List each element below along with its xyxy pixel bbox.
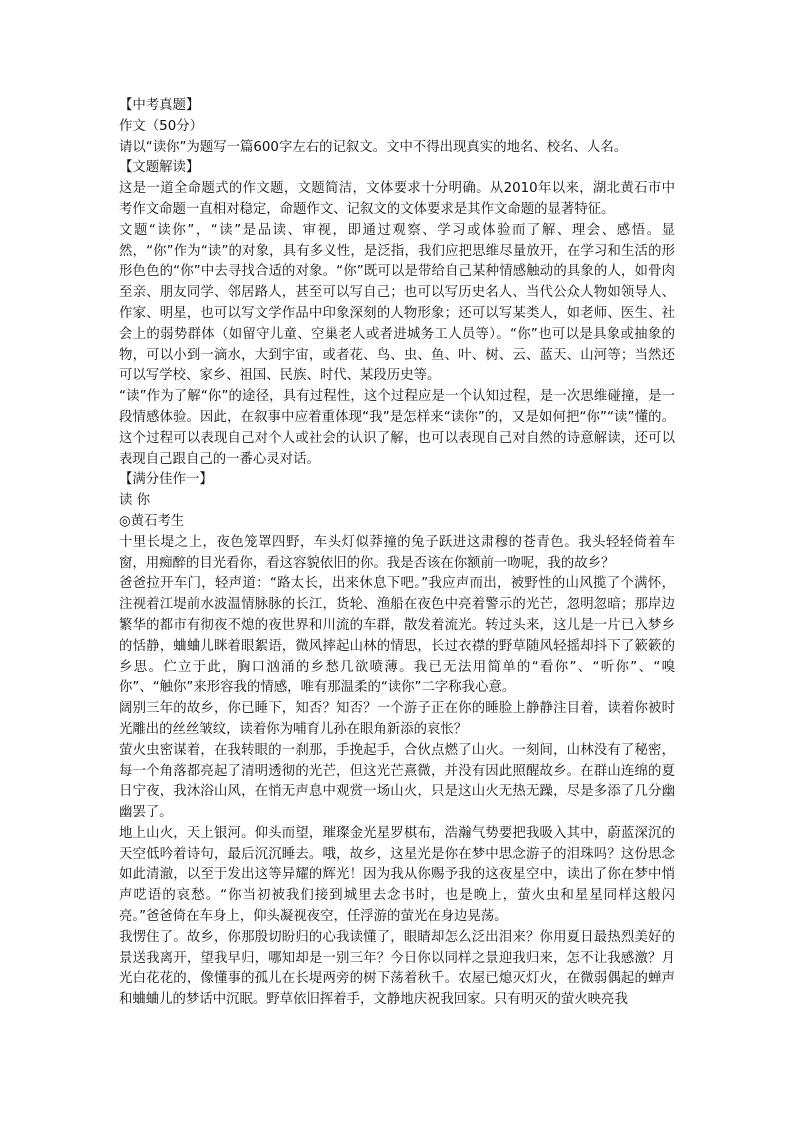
section-heading-analysis: 【文题解读】	[119, 160, 200, 176]
essay-paragraph-5: 地上山火，天上银河。仰头而望，璀璨金光星罗棋布，浩瀚气势要把我吸入其中，蔚蓝深沉的天空低吟着诗句，最后沉沉睡去。哦，故乡，这星光是你在梦中思念游子的泪珠吗？这份思念如此清澈，以至于发出这等异耀的辉光！因为我从你赐予我的这夜星空中，读出了你在梦中悄声呓语的哀愁。“你当初被我们接到城里去念书时，也是晚上，萤火虫和星星同样这般闪亮。”爸爸倚在车身上，仰头凝视夜空，任浮游的萤光在身边晃荡。	[119, 825, 675, 925]
essay-paragraph-6: 我愣住了。故乡，你那殷切盼归的心我读懂了，眼睛却怎么泛出泪来？你用夏日最热烈美好的景送我离开，望我早归，哪知却是一别三年？今日你以同样之景迎我归来，怎不让我感激？月光白花花的，像懂事的孤儿在长堤两旁的树下荡着秋千。农屋已熄灭灯火，在微弱偶起的蝉声和蛐蛐儿的梦话中沉眠。野草依旧挥着手，文静地庆祝我回家。只有明灭的萤火映亮我	[119, 929, 675, 1008]
analysis-paragraph-3: “读”作为了解“你”的途径，具有过程性，这个过程应是一个认知过程，是一次思维碰撞，是一段情感体验。因此，在叙事中应着重体现“我”是怎样来“读你”的，又是如何把“你”“读”懂的。这个过程可以表现自己对个人或社会的认识了解，也可以表现自己对自然的诗意解读，还可以表现自己跟自己的一番心灵对话。	[119, 389, 675, 467]
document-page	[119, 96, 675, 1011]
essay-paragraph-4: 萤火虫密谋着，在我转眼的一刹那，手挽起手，合伙点燃了山火。一刻间，山林没有了秘密，每一个角落都亮起了清明透彻的光芒，但这光芒熹微，并没有因此照醒故乡。在群山连绵的夏日宁夜，我沐浴山风，在悄无声息中观赏一场山火，只是这山火无热无躁，尽是多添了几分幽幽罢了。	[119, 742, 675, 821]
exam-prompt: 请以“读你”为题写一篇600字左右的记叙文。文中不得出现真实的地名、校名、人名。	[119, 139, 628, 155]
essay-title: 读 你	[119, 493, 151, 509]
section-heading-essay: 【满分佳作一】	[119, 472, 213, 488]
essay-paragraph-3: 阔别三年的故乡，你已睡下，知否？知否？一个游子正在你的睡脸上静静注目着，读着你被时光雕出的丝丝皱纹，读着你为哺育儿孙在眼角新添的哀怅？	[119, 701, 675, 737]
analysis-paragraph-1: 这是一道全命题式的作文题，文题简洁，文体要求十分明确。从2010年以来，湖北黄石市中考作文命题一直相对稳定，命题作文、记叙文的文体要求是其作文命题的显著特征。	[119, 181, 675, 217]
analysis-paragraph-2: 文题“读你”，“读”是品读、审视，即通过观察、学习或体验而了解、理会、感悟。显然，“你”作为“读”的对象，具有多义性，是泛指，我们应把思维尽量放开，在学习和生活的形形色色的“你”中去寻找合适的对象。“你”既可以是带给自己某种情感触动的具象的人，如骨肉至亲、朋友同学、邻居路人，甚至可以写自己；也可以写历史名人、当代公众人物如领导人、作家、明星，也可以写文学作品中印象深刻的人物形象；还可以写某类人，如老师、医生、社会上的弱势群体（如留守儿童、空巢老人或者进城务工人员等）。“你”也可以是具象或抽象的物，可以小到一滴水，大到宇宙，或者花、鸟、虫、鱼、叶、树、云、蓝天、山河等；当然还可以写学校、家乡、祖国、民族、时代、某段历史等。	[119, 222, 675, 384]
essay-paragraph-2: 爸爸拉开车门，轻声道：“路太长，出来休息下吧。”我应声而出，被野性的山风揽了个满怀，注视着江堤前水波温情脉脉的长江，货轮、渔船在夜色中亮着警示的光芒，忽明忽暗；那岸边繁华的都市有彻夜不熄的夜世界和川流的车群，散发着流光。转过头来，这儿是一片已入梦乡的恬静，蛐蛐儿眯着眼絮语，微风摔起山林的情思，长过衣襟的野草随风轻摇却抖下了簌簌的乡思。伫立于此，胸口汹涌的乡愁几欲喷薄。我已无法用简单的“看你”、“听你”、“嗅你”、“触你”来形容我的情感，唯有那温柔的“读你”二字称我心意。	[119, 576, 675, 696]
exam-score-line: 作文（50分）	[119, 118, 203, 134]
essay-author: ◎黄石考生	[119, 513, 185, 529]
section-heading-exam: 【中考真题】	[119, 98, 200, 113]
essay-paragraph-1: 十里长堤之上，夜色笼罩四野，车头灯似莽撞的兔子跃进这肃穆的苍青色。我头轻轻倚着车窗，用痴醉的目光看你，看这容貌依旧的你。我是否该在你额前一吻呢，我的故乡？	[119, 534, 675, 571]
